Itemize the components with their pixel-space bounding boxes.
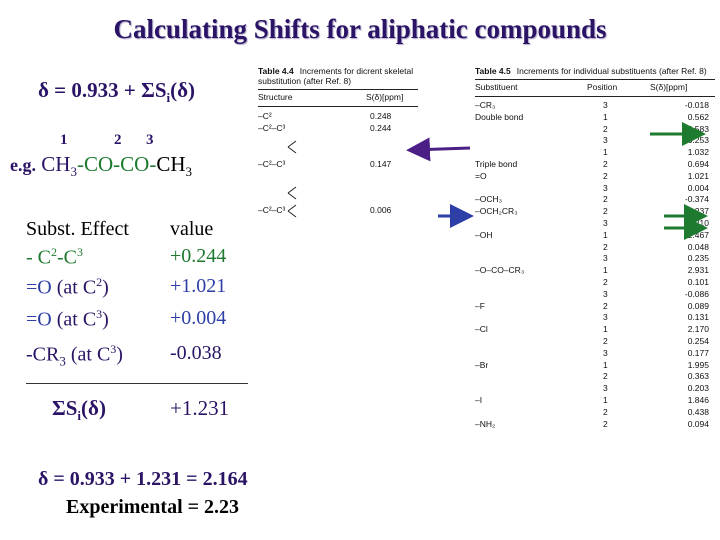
table-4-5-position: 3 [603, 347, 608, 358]
table-4-5-shift: 0.254 [687, 335, 709, 346]
table-4-5-shift: 0.101 [687, 276, 709, 287]
table-4-5-shift: 2.467 [687, 229, 709, 240]
table-4-5-shift: 0.004 [687, 182, 709, 193]
table-4-5-substituent: –Cl [475, 324, 488, 335]
table-4-5-position: 2 [603, 206, 608, 217]
effects-header-label: Subst. Effect [26, 218, 129, 240]
table-4-4-row-1-structure: –C² [258, 111, 272, 121]
example-dash-1: - [76, 152, 84, 176]
effect-row-1-label: - $C^2-C^3$ [26, 245, 83, 269]
table-4-5-position: 1 [603, 229, 608, 240]
sum-label: $\Sigma S_i(\delta)$ [52, 396, 106, 424]
table-4-5-position: 2 [603, 194, 608, 205]
table-4-5-position: 2 [603, 170, 608, 181]
formula-prefix: δ = 0.933 + ΣS [38, 78, 167, 102]
table-4-5-substituent: –O–CO–CR₃ [475, 265, 525, 276]
table-4-5-shift: 0.235 [687, 253, 709, 264]
table-4-5-shift: -0.374 [684, 194, 709, 205]
table-4-5-substituent: Triple bond [475, 158, 518, 169]
table-4-5-caption: Table 4.5 Increments for individual substituents (after Ref. 8) [475, 66, 707, 76]
effects-header-value: value [170, 218, 214, 240]
table-4-5-position: 2 [603, 335, 608, 346]
table-4-5-shift: 2.931 [687, 265, 709, 276]
table-4-5-position: 2 [603, 123, 608, 134]
table-4-4-row-4-structure: –C²–C³ [258, 205, 286, 215]
table-4-5-position: 3 [603, 182, 608, 193]
table-4-5-position: 2 [603, 300, 608, 311]
table-4-5-position: 1 [603, 359, 608, 370]
effect-row-2-label: =O (at $C^2$) [26, 275, 109, 299]
table-4-4-row-3-value: 0.147 [370, 159, 392, 169]
table-4-5-position: 3 [603, 135, 608, 146]
table-4-5-position: 3 [603, 312, 608, 323]
table-4-4-row-2-value: 0.244 [370, 123, 392, 133]
position-number-1: 1 [60, 132, 68, 148]
example-ch3-right: $CH_3$ [156, 152, 192, 180]
table-4-5-substituent: –OH [475, 229, 493, 240]
table-4-5-substituent: –OCH₂CR₃ [475, 206, 518, 217]
table-4-5-shift: 0.694 [687, 158, 709, 169]
effect-row-3-label: =O (at $C^3$) [26, 307, 109, 331]
table-4-5-shift: 0.583 [687, 123, 709, 134]
sum-value: +1.231 [170, 396, 230, 420]
table-4-5-position: 1 [603, 265, 608, 276]
table-4-5-shift: 1.032 [687, 147, 709, 158]
table-4-5-shift: 0.048 [687, 241, 709, 252]
table-4-5-shift: 0.438 [687, 406, 709, 417]
table-4-5-shift: 0.363 [687, 371, 709, 382]
table-4-5-position: 3 [603, 383, 608, 394]
table-4-5-shift: -0.018 [684, 100, 709, 110]
table-4-5-position: 3 [603, 100, 608, 110]
table-4-5-shift: 0.203 [687, 383, 709, 394]
effect-row-2-value: +1.021 [170, 275, 227, 297]
table-4-5-position: 3 [603, 288, 608, 299]
table-4-5-header: Substituent Position S(δ)[ppm] [475, 82, 688, 92]
table-4-5-shift: -0.237 [684, 206, 709, 217]
position-number-2: 2 [114, 132, 122, 148]
table-4-5-shift: 0.562 [687, 111, 709, 122]
table-4-5-substituent: Double bond [475, 111, 524, 122]
calculated-result: δ = 0.933 + 1.231 = 2.164 [38, 468, 248, 490]
table-4-5-substituent: –CR₃ [475, 100, 496, 110]
table-4-5-position: 3 [603, 217, 608, 228]
example-co-2: CO [120, 152, 150, 176]
table-4-5-substituent: –NH₂ [475, 418, 496, 429]
table-4-5-substituent: –F [475, 300, 485, 311]
table-4-5-substituent: –I [475, 394, 483, 405]
example-label: e.g. [10, 155, 36, 175]
table-4-5-shift: 0.094 [687, 418, 709, 429]
table-4-5-position: 2 [603, 241, 608, 252]
table-4-5-position: 2 [603, 406, 608, 417]
example-dash-3: - [149, 152, 157, 176]
table-4-4-row-1-value: 0.248 [370, 111, 392, 121]
position-number-3: 3 [146, 132, 154, 148]
experimental-value: Experimental = 2.23 [66, 496, 240, 518]
slide-title: Calculating Shifts for aliphatic compounds [113, 14, 607, 44]
table-4-5-position: 2 [603, 276, 608, 287]
table-4-5-shift: 1.995 [687, 359, 709, 370]
table-4-4-header: Structure S(δ)[ppm] [258, 92, 404, 102]
effect-row-3-value: +0.004 [170, 307, 227, 329]
table-4-5-shift: 0.131 [687, 312, 709, 323]
table-4-5-position: 1 [603, 394, 608, 405]
table-4-5-shift: 0.177 [687, 347, 709, 358]
table-4-5-position: 3 [603, 253, 608, 264]
formula-suffix: (δ) [170, 78, 196, 102]
table-4-4-row-2-structure: –C²–C³ [258, 123, 286, 133]
table-4-4-row-3-structure: –C²–C³ [258, 159, 286, 169]
example-co-1: CO [83, 152, 114, 176]
table-4-5-substituent: –OCH₃ [475, 194, 503, 205]
table-4-5-position: 1 [603, 324, 608, 335]
table-4-5-position: 1 [603, 147, 608, 158]
table-4-5-shift: -0.086 [684, 288, 709, 299]
table-4-5-shift: 1.021 [687, 170, 709, 181]
arrow-to-cr3-left [412, 148, 470, 150]
table-4-5-position: 2 [603, 158, 608, 169]
table-4-5-shift: 0.089 [687, 300, 709, 311]
table-4-5-position: 1 [603, 111, 608, 122]
table-4-5-substituent: –Br [475, 359, 489, 370]
table-4-5-substituent: =O [475, 170, 487, 181]
effect-row-4-value: -0.038 [170, 342, 222, 364]
table-4-5-position: 2 [603, 418, 608, 429]
table-4-5-position: 2 [603, 371, 608, 382]
example-ch3-left: $CH_3$ [41, 152, 77, 180]
table-4-5-shift: 0.253 [687, 135, 709, 146]
formula-subscript: i [166, 90, 171, 106]
table-4-5-shift: 2.170 [687, 324, 709, 335]
table-4-4-row-4-value: 0.006 [370, 205, 392, 215]
table-4-5-shift: 0.210 [687, 217, 709, 228]
table-4-4-caption: Table 4.4 Increments for dicrent skeletal substitution (after Ref. 8) [258, 66, 414, 86]
table-4-5-shift: 1.846 [687, 394, 709, 405]
effect-row-4-label: $-CR_3$ (at $C^3$) [26, 342, 123, 369]
example-dash-2: - [113, 152, 121, 176]
effect-row-1-value: +0.244 [170, 245, 227, 267]
